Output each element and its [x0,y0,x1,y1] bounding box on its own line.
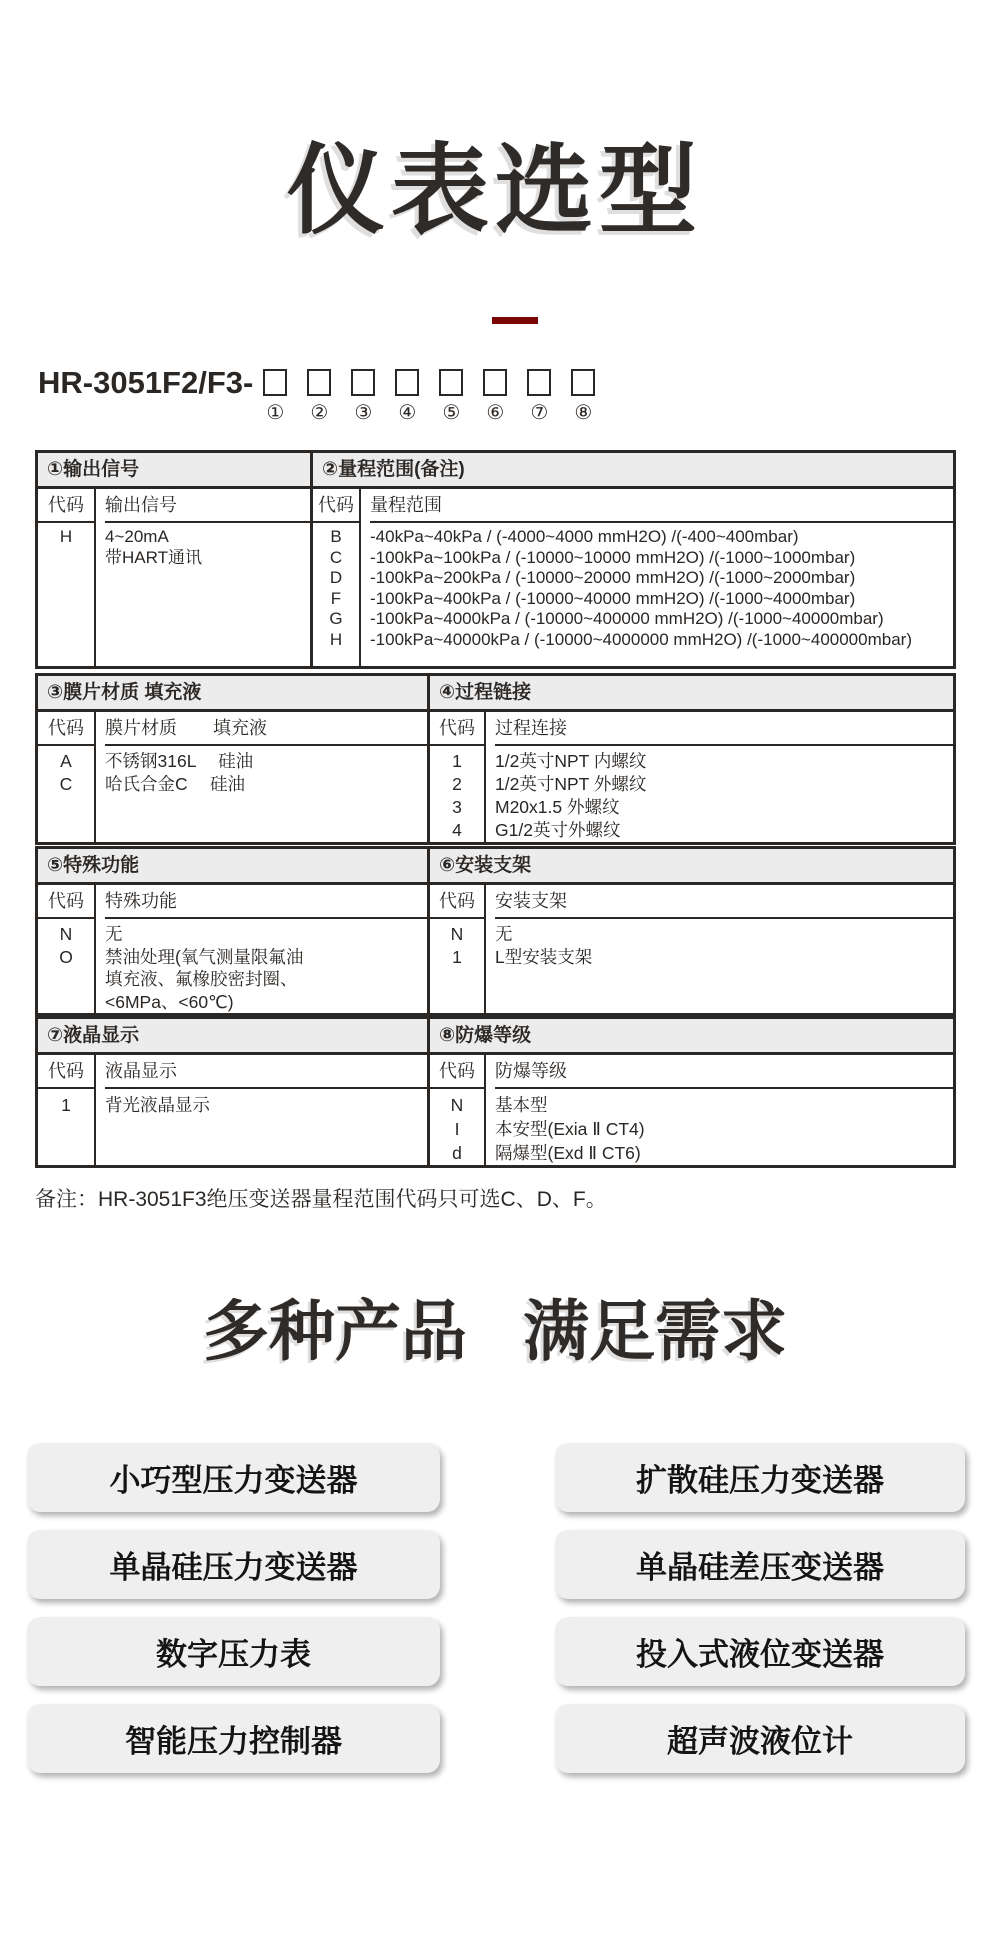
desc-cell: G1/2英寸外螺纹 [495,820,621,840]
position-number: ⑦ [530,402,549,424]
desc-column [486,1055,953,1165]
code-cell: 2 [452,774,462,794]
section-title: ④过程链接 [430,676,953,712]
position-number: ③ [354,402,373,424]
desc-cell: L型安装支架 [495,946,593,967]
product-button-smart-pressure-controller[interactable]: 智能压力控制器 [27,1704,440,1773]
desc-cell: 背光液晶显示 [105,1095,210,1115]
code-cell: A [60,751,72,771]
product-button-monocrystalline-silicon-dp-transmitter[interactable]: 单晶硅差压变送器 [555,1530,965,1599]
code-cell: 1 [61,1095,71,1115]
desc-column [361,489,953,666]
desc-cell: 基本型 [495,1095,548,1115]
position-number: ④ [398,402,417,424]
desc-header: 特殊功能 [105,885,427,919]
code-header: 代码 [430,712,484,746]
section-special-function [38,849,430,1013]
code-cell: D [329,568,343,587]
desc-header: 量程范围 [370,489,953,523]
model-code-slot-7 [527,369,551,423]
desc-header: 防爆等级 [495,1055,953,1089]
position-number: ⑤ [442,402,461,424]
desc-column [486,712,953,842]
desc-cell: 不锈钢316L 硅油 [105,751,254,771]
position-number: ② [310,402,329,424]
code-header: 代码 [430,885,484,919]
product-button-ultrasonic-level-meter[interactable]: 超声波液位计 [555,1704,965,1773]
desc-header: 安装支架 [495,885,953,919]
code-column [313,489,361,666]
desc-cell: -100kPa~40000kPa / (-10000~4000000 mmH2O) /(-1000~400000mbar) [370,629,912,649]
code-column [38,1055,96,1165]
desc-cell: 4~20mA [105,527,169,546]
desc-cell: -40kPa~40kPa / (-4000~4000 mmH2O) /(-400~400mbar) [370,527,799,546]
model-code-box [571,369,595,396]
desc-cell: -100kPa~4000kPa / (-10000~400000 mmH2O) /(-1000~40000mbar) [370,609,884,628]
code-cell: 1 [452,946,462,967]
desc-column [96,885,427,1013]
spec-block-output-range [35,450,956,669]
product-button-compact-pressure-transmitter[interactable]: 小巧型压力变送器 [27,1443,440,1512]
desc-cell: -100kPa~400kPa / (-10000~40000 mmH2O) /(-1000~4000mbar) [370,588,856,608]
model-code-box [307,369,331,396]
desc-header: 膜片材质 填充液 [105,712,427,746]
desc-column [486,885,953,1013]
code-cell: N [450,924,464,944]
desc-cell: 哈氏合金C 硅油 [105,774,245,794]
code-cell: 3 [452,797,462,817]
desc-cell: 填充液、氟橡胶密封圈、 [105,969,298,989]
section-title: ⑤特殊功能 [38,849,427,885]
code-header: 代码 [38,885,94,919]
desc-cell: 禁油处理(氧气测量限氟油 [105,946,304,967]
model-code-boxes [263,369,595,423]
code-cell: C [329,547,343,567]
desc-cell: 1/2英寸NPT 外螺纹 [495,774,647,794]
code-column [430,1055,486,1165]
section-title: ②量程范围(备注) [313,453,953,489]
code-cell: C [59,774,73,794]
model-code-slot-3 [351,369,375,423]
title-divider-dash [492,317,538,324]
section-title: ③膜片材质 填充液 [38,676,427,712]
desc-cell: 本安型(Exia Ⅱ CT4) [495,1119,645,1139]
code-cell: H [329,629,343,649]
code-header: 代码 [38,489,94,523]
ordering-code-row [38,366,595,423]
desc-cell: 带HART通讯 [105,547,202,567]
code-cell: N [450,1095,464,1115]
code-cell: I [454,1119,460,1139]
code-header: 代码 [38,712,94,746]
code-cell: F [330,588,342,608]
model-prefix: HR-3051F2/F3- [38,365,254,400]
product-button-monocrystalline-silicon-pressure-transmitter[interactable]: 单晶硅压力变送器 [27,1530,440,1599]
code-cell: 4 [452,820,462,840]
desc-column [96,489,310,666]
desc-cell: 无 [105,924,123,944]
model-code-slot-8 [571,369,595,423]
desc-cell: -100kPa~200kPa / (-10000~20000 mmH2O) /(-1000~2000mbar) [370,568,856,587]
model-code-slot-5 [439,369,463,423]
section-title: ⑧防爆等级 [430,1019,953,1055]
code-column [430,712,486,842]
position-number: ⑥ [486,402,505,424]
code-header: 代码 [38,1055,94,1089]
product-button-digital-pressure-gauge[interactable]: 数字压力表 [27,1617,440,1686]
code-column [430,885,486,1013]
code-cell: d [452,1143,462,1163]
product-button-diffused-silicon-pressure-transmitter[interactable]: 扩散硅压力变送器 [555,1443,965,1512]
page-title: 仪表选型 [286,135,703,245]
products-heading-left: 多种产品 [203,1294,467,1368]
footnote: 备注：HR-3051F3绝压变送器量程范围代码只可选C、D、F。 [35,1188,607,1211]
model-code-box [395,369,419,396]
desc-header: 过程连接 [495,712,953,746]
section-title: ⑦液晶显示 [38,1019,427,1055]
spec-block-diaphragm-connection [35,673,956,845]
model-code-slot-2 [307,369,331,423]
products-heading [0,1278,990,1373]
desc-header: 液晶显示 [105,1055,427,1089]
code-cell: 1 [452,751,462,771]
code-cell: G [329,609,343,628]
desc-cell: M20x1.5 外螺纹 [495,797,620,817]
section-range [313,453,953,666]
model-code-box [527,369,551,396]
code-header: 代码 [430,1055,484,1089]
code-column [38,885,96,1013]
section-title: ①输出信号 [38,453,310,489]
product-button-submersible-level-transmitter[interactable]: 投入式液位变送器 [555,1617,965,1686]
desc-cell: 1/2英寸NPT 内螺纹 [495,751,647,771]
desc-column [96,1055,427,1165]
section-process-connection [430,676,953,842]
position-number: ⑧ [574,402,593,424]
desc-header: 输出信号 [105,489,310,523]
spec-block-special-bracket [35,846,956,1016]
code-header: 代码 [313,489,359,523]
desc-cell: 隔爆型(Exd Ⅱ CT6) [495,1143,641,1163]
code-column [38,489,96,666]
code-column [38,712,96,842]
model-code-slot-4 [395,369,419,423]
code-cell: H [59,527,73,546]
product-button-grid [27,1443,965,1773]
section-title: ⑥安装支架 [430,849,953,885]
desc-cell: -100kPa~100kPa / (-10000~10000 mmH2O) /(-1000~1000mbar) [370,547,856,567]
desc-column [96,712,427,842]
model-code-box [263,369,287,396]
code-cell: O [59,946,73,967]
position-number: ① [266,402,285,424]
model-code-box [483,369,507,396]
desc-cell: <6MPa、<60℃) [105,991,234,1012]
desc-cell: 无 [495,924,513,944]
code-cell: B [330,527,342,546]
section-explosion-proof [430,1019,953,1165]
model-code-box [351,369,375,396]
section-lcd-display [38,1019,430,1165]
spec-block-display-exproof [35,1016,956,1168]
products-heading-right: 满足需求 [523,1294,787,1368]
section-output-signal [38,453,313,666]
section-diaphragm-fill [38,676,430,842]
model-code-slot-1 [263,369,287,423]
model-code-box [439,369,463,396]
section-mounting-bracket [430,849,953,1013]
model-code-slot-6 [483,369,507,423]
code-cell: N [59,924,73,944]
